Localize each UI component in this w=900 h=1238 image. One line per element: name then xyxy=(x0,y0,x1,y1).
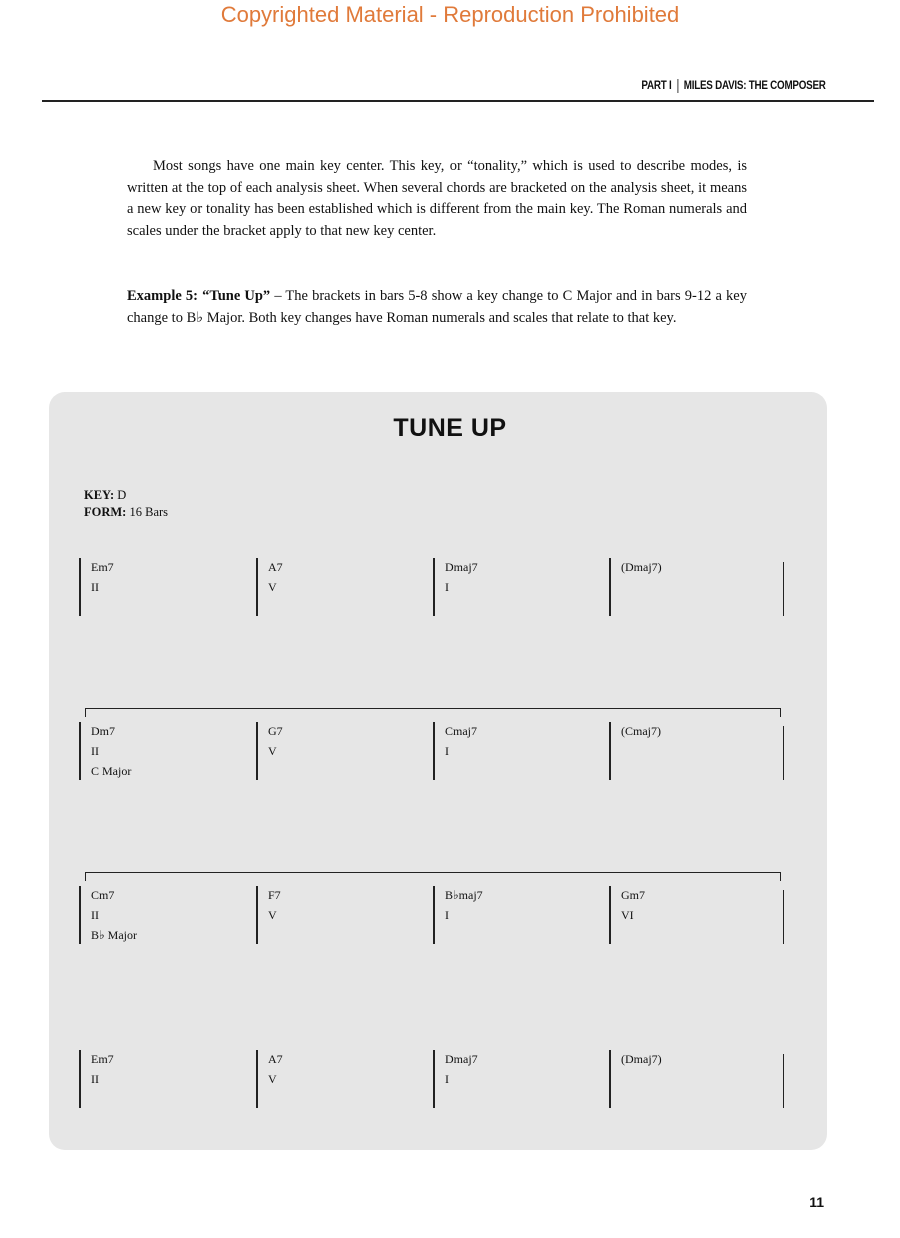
roman-numeral: V xyxy=(268,1072,277,1086)
chord-symbol: A7 xyxy=(268,560,283,574)
barline xyxy=(256,1054,258,1108)
final-barline xyxy=(783,726,785,780)
chord-symbol: Em7 xyxy=(91,560,114,574)
chart-bar xyxy=(433,558,608,620)
roman-numeral: VI xyxy=(621,908,634,922)
barline xyxy=(79,1054,81,1108)
form-label: FORM: xyxy=(84,505,127,519)
page-number: 11 xyxy=(809,1194,824,1210)
barline-tick xyxy=(433,558,435,564)
roman-numeral: I xyxy=(445,908,449,922)
header-rule xyxy=(42,100,874,102)
roman-numeral: I xyxy=(445,744,449,758)
barline xyxy=(79,562,81,616)
barline xyxy=(609,890,611,944)
barline-tick xyxy=(256,558,258,564)
chord-symbol: A7 xyxy=(268,1052,283,1066)
chart-bar xyxy=(79,886,254,948)
example-text: – The brackets in bars 5-8 show a key change to C Major and in bars 9-12 a key change to B♭ Major. Both key changes have Roman numerals and scales that relate to that key. xyxy=(127,288,747,326)
barline xyxy=(433,726,435,780)
chart-bar xyxy=(433,886,608,948)
roman-numeral: II xyxy=(91,580,99,594)
key-change-bracket xyxy=(85,872,781,881)
chart-bar xyxy=(79,558,254,620)
barline-tick xyxy=(433,1050,435,1056)
roman-numeral: V xyxy=(268,744,277,758)
barline-tick xyxy=(256,1050,258,1056)
barline-tick xyxy=(79,886,81,892)
chord-symbol: B♭maj7 xyxy=(445,888,483,902)
roman-numeral: II xyxy=(91,908,99,922)
running-head-part: PART I xyxy=(641,78,672,92)
chord-symbol: (Dmaj7) xyxy=(621,1052,662,1066)
barline xyxy=(609,1054,611,1108)
roman-numeral: V xyxy=(268,580,277,594)
chart-bar xyxy=(256,886,431,948)
example-paragraph xyxy=(127,286,747,329)
chart-row xyxy=(79,722,784,792)
barline xyxy=(433,562,435,616)
final-barline xyxy=(783,562,785,616)
barline-tick xyxy=(433,886,435,892)
chord-symbol: Cm7 xyxy=(91,888,115,902)
barline-tick xyxy=(609,1050,611,1056)
chart-bar xyxy=(79,1050,254,1112)
chart-title: TUNE UP xyxy=(393,414,507,442)
chord-symbol: Cmaj7 xyxy=(445,724,477,738)
barline xyxy=(609,726,611,780)
barline-tick xyxy=(609,886,611,892)
chart-row xyxy=(79,886,784,956)
barline-tick xyxy=(433,722,435,728)
chord-symbol: (Dmaj7) xyxy=(621,560,662,574)
chart-row xyxy=(79,558,784,628)
intro-paragraph: Most songs have one main key center. This key, or “tonality,” which is used to describe modes, is written at the top of each analysis sheet. When several chords are bracketed on the analysis sheet, it means a new key or tonality has been established which is different from the main key. The Roman numerals and scales under the bracket apply to that new key center. xyxy=(127,158,747,239)
barline xyxy=(79,726,81,780)
chart-bar xyxy=(256,558,431,620)
form-line xyxy=(84,504,168,521)
chart-bar xyxy=(609,886,784,948)
chart-bar xyxy=(79,722,254,784)
chord-symbol: Gm7 xyxy=(621,888,645,902)
chart-bar xyxy=(433,722,608,784)
roman-numeral: II xyxy=(91,744,99,758)
chart-bar xyxy=(256,722,431,784)
barline xyxy=(256,890,258,944)
roman-numeral: II xyxy=(91,1072,99,1086)
key-label: B♭ Major xyxy=(91,928,137,942)
barline-tick xyxy=(609,558,611,564)
barline xyxy=(433,890,435,944)
barline-tick xyxy=(79,558,81,564)
chart-bar xyxy=(609,722,784,784)
chord-symbol: Em7 xyxy=(91,1052,114,1066)
roman-numeral: I xyxy=(445,1072,449,1086)
running-head-section: MILES DAVIS: THE COMPOSER xyxy=(684,78,826,92)
barline-tick xyxy=(79,1050,81,1056)
example-label: Example 5: “Tune Up” xyxy=(127,288,271,304)
key-value: D xyxy=(117,488,127,502)
barline xyxy=(79,890,81,944)
chord-symbol: (Cmaj7) xyxy=(621,724,661,738)
chord-symbol: Dm7 xyxy=(91,724,115,738)
barline-tick xyxy=(609,722,611,728)
key-change-bracket xyxy=(85,708,781,717)
final-barline xyxy=(783,1054,785,1108)
chord-symbol: G7 xyxy=(268,724,283,738)
barline-tick xyxy=(79,722,81,728)
barline xyxy=(609,562,611,616)
running-head-separator xyxy=(678,79,679,93)
chart-row xyxy=(79,1050,784,1120)
chart-bar xyxy=(609,558,784,620)
chord-symbol: Dmaj7 xyxy=(445,560,478,574)
chord-symbol: F7 xyxy=(268,888,281,902)
running-head xyxy=(642,78,826,93)
chart-bar xyxy=(433,1050,608,1112)
form-value: 16 Bars xyxy=(129,505,169,519)
barline xyxy=(433,1054,435,1108)
chart-bar xyxy=(609,1050,784,1112)
key-form-block xyxy=(84,487,168,521)
roman-numeral: I xyxy=(445,580,449,594)
final-barline xyxy=(783,890,785,944)
chart-bar xyxy=(256,1050,431,1112)
barline xyxy=(256,726,258,780)
key-line xyxy=(84,487,168,504)
copyright-watermark: Copyrighted Material - Reproduction Prohibited xyxy=(220,2,680,27)
key-label: KEY: xyxy=(84,488,115,502)
barline-tick xyxy=(256,722,258,728)
key-label: C Major xyxy=(91,764,132,778)
chord-symbol: Dmaj7 xyxy=(445,1052,478,1066)
barline xyxy=(256,562,258,616)
roman-numeral: V xyxy=(268,908,277,922)
barline-tick xyxy=(256,886,258,892)
